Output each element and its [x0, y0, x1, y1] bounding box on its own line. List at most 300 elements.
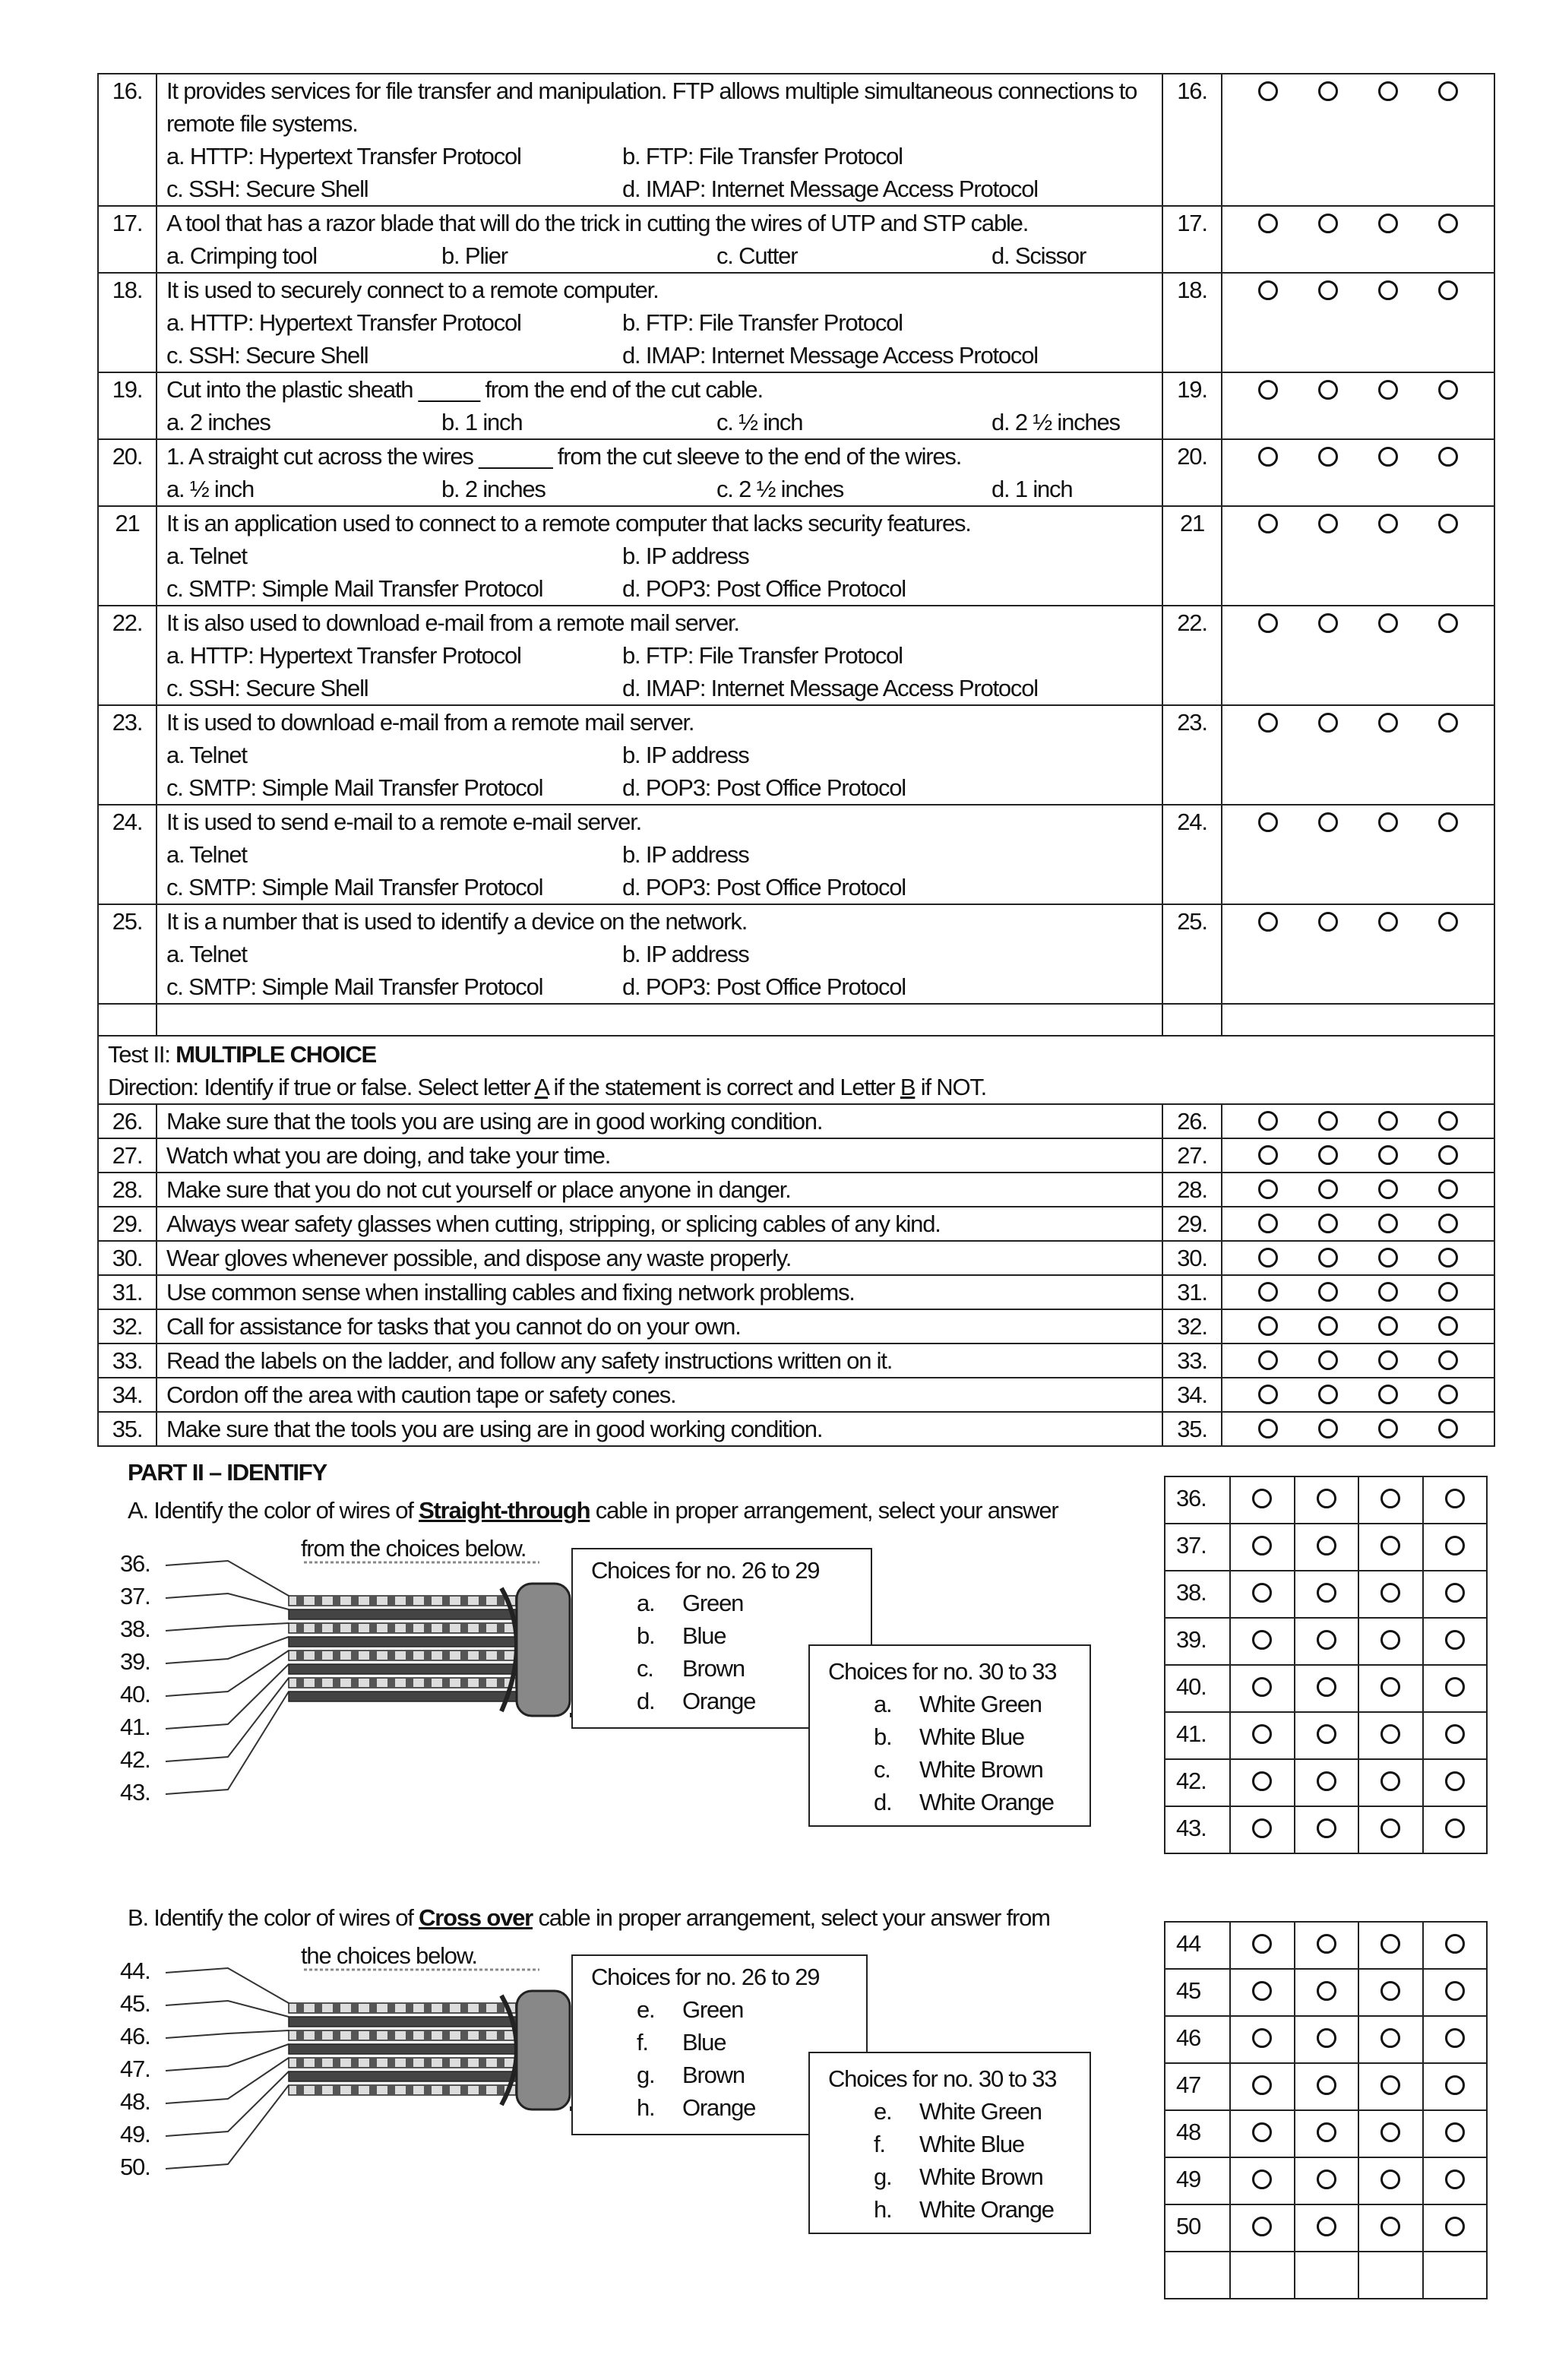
wire-stripe — [497, 1597, 504, 1605]
question-number: 18. — [98, 273, 157, 372]
wire-stripe — [296, 1597, 304, 1605]
answer-bubble[interactable] — [1380, 1677, 1400, 1697]
part2-a-instruction: A. Identify the color of wires of Straight-through cable in proper arrangement, select your answer — [128, 1497, 1058, 1524]
wire-stripe — [442, 2086, 450, 2094]
wire-stripe — [497, 2031, 504, 2040]
wire-stripe — [387, 2086, 395, 2094]
leader-line — [166, 1650, 289, 1696]
wire-stripe — [315, 2004, 322, 2012]
wire-stripe — [351, 2004, 359, 2012]
wire — [289, 2071, 517, 2081]
wire-stripe — [406, 2031, 413, 2040]
answer-number: 16. — [1162, 74, 1222, 206]
wire-stripe — [369, 1679, 377, 1687]
answer-bubble[interactable] — [1445, 1630, 1465, 1650]
answer-number: 31. — [1162, 1275, 1222, 1309]
wire-stripe — [442, 1651, 450, 1660]
answer-number: 29. — [1162, 1207, 1222, 1241]
answer-bubble[interactable] — [1252, 1818, 1272, 1838]
question-content: It is also used to download e-mail from a remote mail server. a. HTTP: Hypertext Transfer Protocol b. FTP: File Transfer Protocol c. SSH: Secure Shell d. IMAP: Internet Message Access Protocol — [157, 606, 1162, 705]
grid-row — [1165, 1524, 1487, 1571]
wire-stripe — [387, 2031, 395, 2040]
wire — [289, 1664, 517, 1674]
question-number: 34. — [98, 1378, 157, 1412]
grid-number: 37. — [1165, 1524, 1230, 1571]
grid-row — [1165, 2252, 1487, 2299]
question-content: A tool that has a razor blade that will do the trick in cutting the wires of UTP and STP cable. a. Crimping tool b. Plier c. Cutter d. Scissor — [157, 206, 1162, 273]
wire-stripe — [479, 2004, 486, 2012]
wire-stripe — [460, 1679, 468, 1687]
b-box1-title: Choices for no. 26 to 29 — [591, 1964, 820, 1990]
answer-bubble[interactable] — [1317, 2028, 1336, 2048]
grid-row — [1165, 2157, 1487, 2204]
answer-bubble[interactable] — [1317, 1536, 1336, 1556]
leader-line — [166, 2030, 289, 2038]
statement-text: Cordon off the area with caution tape or safety cones. — [157, 1378, 1162, 1412]
wire — [289, 2044, 517, 2054]
answer-bubble[interactable] — [1252, 2217, 1272, 2236]
wire-number: 40. — [120, 1681, 150, 1707]
answer-number: 20. — [1162, 439, 1222, 506]
wire-stripe — [406, 1624, 413, 1632]
b-choices-box-2 — [808, 2052, 1091, 2234]
leader-line — [166, 1594, 289, 1609]
statement-text: Always wear safety glasses when cutting, stripping, or splicing cables of any kind. — [157, 1207, 1162, 1241]
answer-bubble[interactable] — [1317, 2217, 1336, 2236]
choice-item: f. Blue — [637, 2029, 726, 2056]
question-content: It is used to send e-mail to a remote e-mail server. a. Telnet b. IP address c. SMTP: Simple Mail Transfer Protocol d. POP3: Post Office Protocol — [157, 805, 1162, 904]
wire-stripe — [296, 2004, 304, 2012]
question-stem: It is used to securely connect to a remote computer. — [166, 277, 659, 303]
statement-text: Call for assistance for tasks that you cannot do on your own. — [157, 1309, 1162, 1343]
wire-stripe — [442, 1679, 450, 1687]
leader-line — [166, 1637, 289, 1663]
wire-stripe — [497, 2086, 504, 2094]
answer-bubble[interactable] — [1252, 2170, 1272, 2189]
choice-item: g. Brown — [637, 2062, 745, 2088]
grid-row — [1165, 1712, 1487, 1759]
wire-stripe — [333, 2086, 340, 2094]
test2-direction: Direction: Identify if true or false. Select letter A if the statement is correct and Letter B if NOT. — [108, 1074, 987, 1100]
choice-item: f. White Blue — [874, 2131, 1024, 2157]
wire-stripe — [315, 2086, 322, 2094]
choice-item: e. White Green — [874, 2098, 1042, 2125]
answer-bubble[interactable] — [1252, 1677, 1272, 1697]
part2-a-instruction-line2: from the choices below. — [301, 1535, 527, 1562]
answer-bubble[interactable] — [1445, 2170, 1465, 2189]
question-number: 33. — [98, 1343, 157, 1378]
answer-bubble[interactable] — [1317, 1771, 1336, 1791]
grid-number: 38. — [1165, 1571, 1230, 1618]
wire-stripe — [460, 1597, 468, 1605]
choice-item: c. Brown — [637, 1655, 745, 1682]
wire-stripe — [406, 2004, 413, 2012]
grid-number: 36. — [1165, 1476, 1230, 1524]
wire-stripe — [497, 1624, 504, 1632]
leader-line — [166, 1678, 289, 1761]
cable-sheath — [517, 1584, 570, 1716]
wire-number: 39. — [120, 1648, 150, 1675]
wire-stripe — [424, 1679, 432, 1687]
wire-stripe — [479, 1679, 486, 1687]
answer-number: 25. — [1162, 904, 1222, 1004]
grid-number: 49 — [1165, 2157, 1230, 2204]
answer-bubble[interactable] — [1445, 1536, 1465, 1556]
answer-bubble[interactable] — [1317, 1934, 1336, 1954]
grid-number: 40. — [1165, 1665, 1230, 1712]
wire-number: 49. — [120, 2121, 150, 2147]
question-number: 22. — [98, 606, 157, 705]
leader-line — [166, 2085, 289, 2169]
statement-text: Wear gloves whenever possible, and dispose any waste properly. — [157, 1241, 1162, 1275]
grid-row — [1165, 2016, 1487, 2063]
answer-bubble[interactable] — [1380, 1583, 1400, 1603]
answer-bubble[interactable] — [1445, 1981, 1465, 2001]
wire-number: 44. — [120, 1957, 150, 1984]
wire-stripe — [315, 1679, 322, 1687]
question-content: It is used to securely connect to a remote computer. a. HTTP: Hypertext Transfer Protocol b. FTP: File Transfer Protocol c. SSH: Secure Shell d. IMAP: Internet Message Access Protocol — [157, 273, 1162, 372]
answer-bubble[interactable] — [1317, 1981, 1336, 2001]
wire-stripe — [387, 1597, 395, 1605]
answer-number: 24. — [1162, 805, 1222, 904]
answer-bubble[interactable] — [1317, 1677, 1336, 1697]
wire-stripe — [424, 1597, 432, 1605]
grid-row — [1165, 2110, 1487, 2157]
part2-b-instruction-line2: the choices below. — [301, 1942, 477, 1969]
answer-bubble[interactable] — [1317, 2075, 1336, 2095]
question-stem: It is a number that is used to identify a device on the network. — [166, 908, 748, 935]
statement-text: Make sure that you do not cut yourself or place anyone in danger. — [157, 1173, 1162, 1207]
answer-bubble[interactable] — [1380, 2170, 1400, 2189]
grid-row — [1165, 1969, 1487, 2016]
answer-bubble[interactable] — [1380, 1934, 1400, 1954]
answer-number: 19. — [1162, 372, 1222, 439]
question-number: 17. — [98, 206, 157, 273]
answer-bubble[interactable] — [1380, 1489, 1400, 1508]
grid-number: 46 — [1165, 2016, 1230, 2063]
wire-stripe — [296, 1679, 304, 1687]
question-number: 21 — [98, 506, 157, 606]
question-number: 16. — [98, 74, 157, 206]
grid-row — [1165, 1476, 1487, 1524]
wire-stripe — [460, 1624, 468, 1632]
wire-stripe — [460, 2031, 468, 2040]
cable-sheath — [517, 1991, 570, 2109]
grid-number: 43. — [1165, 1806, 1230, 1853]
choice-item: d. White Orange — [874, 1789, 1054, 1815]
choice-item: c. White Brown — [874, 1756, 1043, 1783]
wire-stripe — [497, 2059, 504, 2067]
statement-text: Make sure that the tools you are using are in good working condition. — [157, 1412, 1162, 1446]
wire-stripe — [424, 2031, 432, 2040]
grid-number: 44 — [1165, 1922, 1230, 1969]
answer-bubble[interactable] — [1445, 2217, 1465, 2236]
wire — [289, 1609, 517, 1619]
answer-bubble[interactable] — [1252, 1489, 1272, 1508]
answer-bubble[interactable] — [1445, 1818, 1465, 1838]
answer-bubble[interactable] — [1252, 1583, 1272, 1603]
answer-bubble[interactable] — [1445, 1724, 1465, 1744]
question-stem: It is used to send e-mail to a remote e-mail server. — [166, 809, 642, 835]
wire-stripe — [315, 1651, 322, 1660]
test2-prefix: Test II: — [108, 1041, 176, 1068]
choice-item: g. White Brown — [874, 2163, 1043, 2190]
grid-number: 47 — [1165, 2063, 1230, 2110]
question-number: 19. — [98, 372, 157, 439]
leader-line — [166, 1561, 289, 1596]
grid-row — [1165, 1759, 1487, 1806]
wire-stripe — [296, 2059, 304, 2067]
grid-number: 42. — [1165, 1759, 1230, 1806]
question-content: It is a number that is used to identify a device on the network. a. Telnet b. IP address c. SMTP: Simple Mail Transfer Protocol d. POP3: Post Office Protocol — [157, 904, 1162, 1004]
question-stem: Cut into the plastic sheath _____ from the end of the cut cable. — [166, 376, 763, 403]
answer-bubble[interactable] — [1317, 1724, 1336, 1744]
answer-bubble[interactable] — [1380, 1536, 1400, 1556]
wire-stripe — [296, 1624, 304, 1632]
wire-stripe — [387, 2059, 395, 2067]
question-content: It is used to download e-mail from a remote mail server. a. Telnet b. IP address c. SMTP: Simple Mail Transfer Protocol d. POP3: Post Office Protocol — [157, 705, 1162, 805]
part2-b-instruction: B. Identify the color of wires of Cross over cable in proper arrangement, select your answer from — [128, 1904, 1050, 1931]
wire-stripe — [333, 1679, 340, 1687]
wire-stripe — [479, 2031, 486, 2040]
answer-bubble[interactable] — [1445, 1583, 1465, 1603]
grid-row — [1165, 2063, 1487, 2110]
grid-number: 45 — [1165, 1969, 1230, 2016]
answer-number: 33. — [1162, 1343, 1222, 1378]
wire-stripe — [497, 1679, 504, 1687]
wire-stripe — [442, 2059, 450, 2067]
question-number: 27. — [98, 1138, 157, 1173]
question-stem: It is used to download e-mail from a remote mail server. — [166, 709, 694, 736]
wire-stripe — [406, 1679, 413, 1687]
answer-bubble[interactable] — [1445, 1677, 1465, 1697]
question-number: 32. — [98, 1309, 157, 1343]
b-box2-title: Choices for no. 30 to 33 — [828, 2065, 1057, 2092]
wire-stripe — [369, 1597, 377, 1605]
answer-number: 26. — [1162, 1104, 1222, 1138]
wire-stripe — [424, 1651, 432, 1660]
answer-number: 18. — [1162, 273, 1222, 372]
answer-bubble[interactable] — [1380, 2028, 1400, 2048]
straight-through-cable-illustration — [166, 1561, 638, 1794]
answer-bubble[interactable] — [1380, 1724, 1400, 1744]
wire-stripe — [333, 1651, 340, 1660]
question-number: 29. — [98, 1207, 157, 1241]
question-content: It provides services for file transfer and manipulation. FTP allows multiple simultaneous connections to remote file systems. a. HTTP: Hypertext Transfer Protocol b. FTP: File Transfer Protocol c. SSH: Secure Shell d. IMAP: Internet Message Access Protocol — [157, 74, 1162, 206]
wire-number: 38. — [120, 1616, 150, 1642]
wire-number: 46. — [120, 2023, 150, 2049]
answer-bubble[interactable] — [1445, 1771, 1465, 1791]
question-number: 23. — [98, 705, 157, 805]
answer-bubble[interactable] — [1380, 1818, 1400, 1838]
wire-stripe — [369, 2059, 377, 2067]
part2-b-answer-grid — [1164, 1921, 1488, 2299]
answer-bubble[interactable] — [1380, 2075, 1400, 2095]
answer-bubble[interactable] — [1445, 1934, 1465, 1954]
grid-number: 50 — [1165, 2204, 1230, 2252]
answer-bubble[interactable] — [1252, 2028, 1272, 2048]
answer-bubble[interactable] — [1445, 2075, 1465, 2095]
wire-stripe — [406, 2059, 413, 2067]
wire-stripe — [460, 2059, 468, 2067]
grid-row — [1165, 1618, 1487, 1665]
question-content: Cut into the plastic sheath _____ from the end of the cut cable. a. 2 inches b. 1 inch c. ½ inch d. 2 ½ inches — [157, 372, 1162, 439]
wire-stripe — [369, 2004, 377, 2012]
wire-stripe — [442, 2031, 450, 2040]
answer-bubble[interactable] — [1317, 1583, 1336, 1603]
choice-item: b. Blue — [637, 1622, 726, 1649]
grid-row — [1165, 2204, 1487, 2252]
choice-item: h. White Orange — [874, 2196, 1054, 2223]
question-number: 25. — [98, 904, 157, 1004]
answer-bubble[interactable] — [1252, 2075, 1272, 2095]
statement-text: Read the labels on the ladder, and follow any safety instructions written on it. — [157, 1343, 1162, 1378]
wire-stripe — [315, 2031, 322, 2040]
a-box1-title: Choices for no. 26 to 29 — [591, 1557, 820, 1584]
wire-stripe — [351, 1597, 359, 1605]
wire-stripe — [424, 2086, 432, 2094]
wire — [289, 1692, 517, 1701]
wire-stripe — [424, 2004, 432, 2012]
wire-number: 47. — [120, 2056, 150, 2082]
wire-stripe — [424, 2059, 432, 2067]
question-number: 35. — [98, 1412, 157, 1446]
wire-stripe — [369, 1651, 377, 1660]
answer-number: 32. — [1162, 1309, 1222, 1343]
question-stem: It provides services for file transfer and manipulation. FTP allows multiple simultaneous connections to remote file systems. — [166, 78, 1137, 137]
wire-stripe — [460, 2086, 468, 2094]
question-stem: A tool that has a razor blade that will do the trick in cutting the wires of UTP and STP cable. — [166, 210, 1029, 236]
answer-number: 21 — [1162, 506, 1222, 606]
answer-number: 27. — [1162, 1138, 1222, 1173]
choice-item: b. White Blue — [874, 1723, 1024, 1750]
wire-stripe — [479, 1651, 486, 1660]
question-number: 28. — [98, 1173, 157, 1207]
answer-number: 17. — [1162, 206, 1222, 273]
statement-text: Watch what you are doing, and take your time. — [157, 1138, 1162, 1173]
wire-stripe — [479, 2059, 486, 2067]
wire-stripe — [315, 1597, 322, 1605]
wire-stripe — [406, 2086, 413, 2094]
answer-bubble[interactable] — [1380, 2122, 1400, 2142]
wire-stripe — [479, 1597, 486, 1605]
part2-title: PART II – IDENTIFY — [128, 1459, 327, 1486]
question-number: 24. — [98, 805, 157, 904]
choice-item: a. White Green — [874, 1691, 1042, 1717]
answer-bubble[interactable] — [1252, 1771, 1272, 1791]
choice-item: e. Green — [637, 1996, 744, 2023]
wire-stripe — [387, 1679, 395, 1687]
answer-bubble[interactable] — [1317, 1630, 1336, 1650]
grid-number: 39. — [1165, 1618, 1230, 1665]
leader-line — [166, 2001, 289, 2017]
question-stem: It is an application used to connect to a remote computer that lacks security features. — [166, 510, 971, 536]
answer-bubble[interactable] — [1445, 2028, 1465, 2048]
answer-bubble[interactable] — [1252, 1630, 1272, 1650]
leader-line — [166, 2058, 289, 2103]
leader-line — [166, 1664, 289, 1729]
wire-stripe — [387, 2004, 395, 2012]
leader-line — [166, 1692, 289, 1794]
choice-item: a. Green — [637, 1590, 744, 1616]
wire-number: 36. — [120, 1550, 150, 1577]
wire-stripe — [424, 1624, 432, 1632]
grid-number: 48 — [1165, 2110, 1230, 2157]
answer-bubble[interactable] — [1317, 2122, 1336, 2142]
wire-number: 42. — [120, 1746, 150, 1773]
wire-number: 50. — [120, 2154, 150, 2180]
answer-bubble[interactable] — [1252, 1536, 1272, 1556]
question-content: It is an application used to connect to a remote computer that lacks security features. a. Telnet b. IP address c. SMTP: Simple Mail Transfer Protocol d. POP3: Post Office Protocol — [157, 506, 1162, 606]
wire — [289, 1637, 517, 1647]
grid-number: 41. — [1165, 1712, 1230, 1759]
wire-stripe — [351, 2059, 359, 2067]
answer-bubble[interactable] — [1380, 2217, 1400, 2236]
answer-bubble[interactable] — [1317, 1489, 1336, 1508]
wire-number: 48. — [120, 2088, 150, 2115]
answer-bubble[interactable] — [1445, 2122, 1465, 2142]
wire-stripe — [406, 1597, 413, 1605]
a-box2-title: Choices for no. 30 to 33 — [828, 1658, 1057, 1685]
question-content: 1. A straight cut across the wires ______ from the cut sleeve to the end of the wires. a. ½ inch b. 2 inches c. 2 ½ inches d. 1 inch — [157, 439, 1162, 506]
wire-stripe — [442, 2004, 450, 2012]
grid-row — [1165, 1571, 1487, 1618]
grid-row — [1165, 1922, 1487, 1969]
question-number: 20. — [98, 439, 157, 506]
wire-stripe — [387, 1624, 395, 1632]
answer-bubble[interactable] — [1317, 1818, 1336, 1838]
answer-bubble[interactable] — [1252, 1981, 1272, 2001]
cross-over-cable-illustration — [166, 1968, 638, 2169]
wire-stripe — [369, 2086, 377, 2094]
wire-stripe — [442, 1597, 450, 1605]
answer-number: 22. — [1162, 606, 1222, 705]
wire-stripe — [460, 1651, 468, 1660]
question-number: 31. — [98, 1275, 157, 1309]
wire-stripe — [351, 2031, 359, 2040]
answer-number: 28. — [1162, 1173, 1222, 1207]
answer-bubble[interactable] — [1380, 1981, 1400, 2001]
wire-stripe — [479, 1624, 486, 1632]
answer-bubble[interactable] — [1252, 1934, 1272, 1954]
part2-a-answer-grid — [1164, 1476, 1488, 1854]
wire-stripe — [333, 1597, 340, 1605]
answer-bubble[interactable] — [1252, 2122, 1272, 2142]
leader-line — [166, 1968, 289, 2003]
answer-number: 35. — [1162, 1412, 1222, 1446]
test2-title: MULTIPLE CHOICE — [176, 1041, 376, 1068]
wire-stripe — [333, 1624, 340, 1632]
answer-bubble[interactable] — [1252, 1724, 1272, 1744]
answer-bubble[interactable] — [1445, 1489, 1465, 1508]
statement-text: Make sure that the tools you are using are in good working condition. — [157, 1104, 1162, 1138]
wire-stripe — [497, 2004, 504, 2012]
choice-item: d. Orange — [637, 1688, 756, 1714]
answer-bubble[interactable] — [1380, 1630, 1400, 1650]
answer-number: 23. — [1162, 705, 1222, 805]
grid-row — [1165, 1806, 1487, 1853]
answer-number: 30. — [1162, 1241, 1222, 1275]
grid-number — [1165, 2252, 1230, 2299]
answer-bubble[interactable] — [1317, 2170, 1336, 2189]
wire-number: 43. — [120, 1779, 150, 1806]
question-number: 30. — [98, 1241, 157, 1275]
leader-line — [166, 2071, 289, 2136]
wire-number: 41. — [120, 1714, 150, 1740]
answer-bubble[interactable] — [1380, 1771, 1400, 1791]
wire-stripe — [460, 2004, 468, 2012]
wire-stripe — [479, 2086, 486, 2094]
